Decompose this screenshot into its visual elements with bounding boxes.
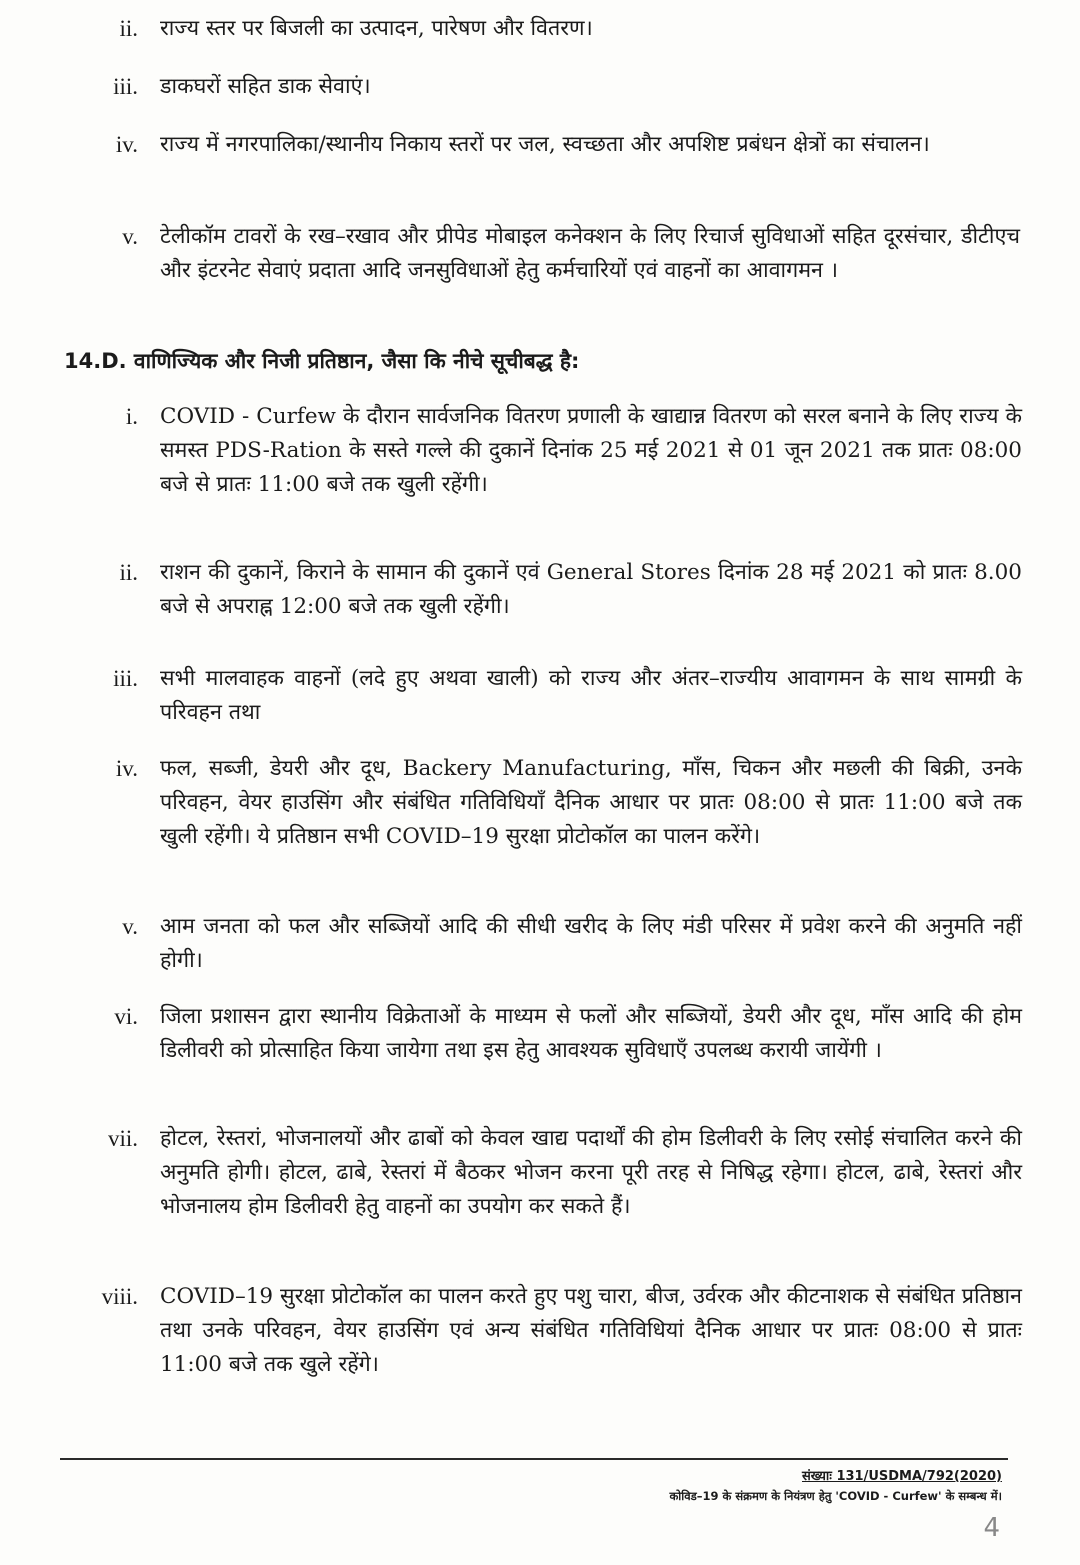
item-text: आम जनता को फल और सब्जियों आदि की सीधी खरीद के लिए मंडी परिसर में प्रवेश करने की अनुमति नहीं होगी। [160,914,1022,973]
footer-subject: कोविड–19 के संक्रमण के नियंत्रण हेतु 'COVID - Curfew' के सम्बन्ध में। [669,1489,1002,1503]
item-text: राज्य स्तर पर बिजली का उत्पादन, पारेषण और वितरण। [160,16,593,41]
list-item [60,220,1020,288]
item-number: viii. [101,1284,138,1309]
list-item [60,400,1022,502]
item-number: ii. [119,560,138,585]
footer-reference-number: संख्याः 131/USDMA/792(2020) [802,1469,1002,1484]
item-number: iv. [115,132,138,157]
footer-divider [60,1458,1008,1460]
list-item [60,662,1022,730]
list-item [60,70,1020,104]
section-heading: 14.D. वाणिज्यिक और निजी प्रतिष्ठान, जैसा कि नीचे सूचीबद्ध है: [64,349,580,373]
item-number: i. [125,404,138,429]
item-text: टेलीकॉम टावरों के रख–रखाव और प्रीपेड मोबाइल कनेक्शन के लिए रिचार्ज सुविधाओं सहित दूरसंचार, डीटीएच और इंटरनेट सेवाएं प्रदाता आदि जनसुविधाओं हेतु कर्मचारियों एवं वाहनों का आवागमन । [160,224,1020,283]
list-item [60,1000,1022,1068]
item-number: vii. [107,1126,138,1151]
page-number: 4 [983,1513,1000,1543]
list-item [60,12,1020,46]
item-text: होटल, रेस्तरां, भोजनालयों और ढाबों को केवल खाद्य पदार्थों की होम डिलीवरी के लिए रसोई संचालित करने की अनुमति होगी। होटल, ढाबे, रेस्तरां में बैठकर भोजन करना पूरी तरह से निषिद्ध रहेगा। होटल, ढाबे, रेस्तरां और भोजनालय होम डिलीवरी हेतु वाहनों का उपयोग कर सकते हैं। [160,1126,1022,1219]
item-number: iii. [113,74,138,99]
item-text: सभी मालवाहक वाहनों (लदे हुए अथवा खाली) को राज्य और अंतर–राज्यीय आवागमन के साथ सामग्री के परिवहन तथा [160,666,1022,725]
item-number: iii. [113,666,138,691]
list-item [60,910,1022,978]
list-item [60,128,1020,162]
item-number: iv. [115,756,138,781]
list-item [60,1122,1022,1224]
list-item [60,752,1022,854]
list-item [60,1280,1022,1382]
item-text: जिला प्रशासन द्वारा स्थानीय विक्रेताओं के माध्यम से फलों और सब्जियों, डेयरी और दूध, माँस आदि की होम डिलीवरी को प्रोत्साहित किया जायेगा तथा इस हेतु आवश्यक सुविधाएँ उपलब्ध करायी जायेंगी । [160,1004,1022,1063]
item-text: डाकघरों सहित डाक सेवाएं। [160,74,371,99]
item-number: ii. [119,16,138,41]
item-text: राज्य में नगरपालिका/स्थानीय निकाय स्तरों पर जल, स्वच्छता और अपशिष्ट प्रबंधन क्षेत्रों का संचालन। [160,132,930,157]
item-text: COVID - Curfew के दौरान सार्वजनिक वितरण प्रणाली के खाद्यान्न वितरण को सरल बनाने के लिए राज्य के समस्त PDS-Ration के सस्ते गल्ले की दुकानें दिनांक 25 मई 2021 से 01 जून 2021 तक प्रातः 08:00 बजे से प्रातः 11:00 बजे तक खुली रहेंगी। [160,404,1022,497]
item-number: v. [122,224,138,249]
item-number: vi. [114,1004,138,1029]
item-number: v. [122,914,138,939]
item-text: फल, सब्जी, डेयरी और दूध, Backery Manufacturing, माँस, चिकन और मछली की बिक्री, उनके परिवहन, वेयर हाउसिंग और संबंधित गतिविधियाँ दैनिक आधार पर प्रातः 08:00 से प्रातः 11:00 बजे तक खुली रहेंगी। ये प्रतिष्ठान सभी COVID–19 सुरक्षा प्रोटोकॉल का पालन करेंगे। [160,756,1022,849]
item-text: राशन की दुकानें, किराने के सामान की दुकानें एवं General Stores दिनांक 28 मई 2021 को प्रातः 8.00 बजे से अपराह्न 12:00 बजे तक खुली रहेंगी। [160,560,1022,619]
list-item [60,556,1022,624]
item-text: COVID–19 सुरक्षा प्रोटोकॉल का पालन करते हुए पशु चारा, बीज, उर्वरक और कीटनाशक से संबंधित प्रतिष्ठान तथा उनके परिवहन, वेयर हाउसिंग एवं अन्य संबंधित गतिविधियां दैनिक आधार पर प्रातः 08:00 से प्रातः 11:00 बजे तक खुले रहेंगे। [160,1284,1022,1377]
